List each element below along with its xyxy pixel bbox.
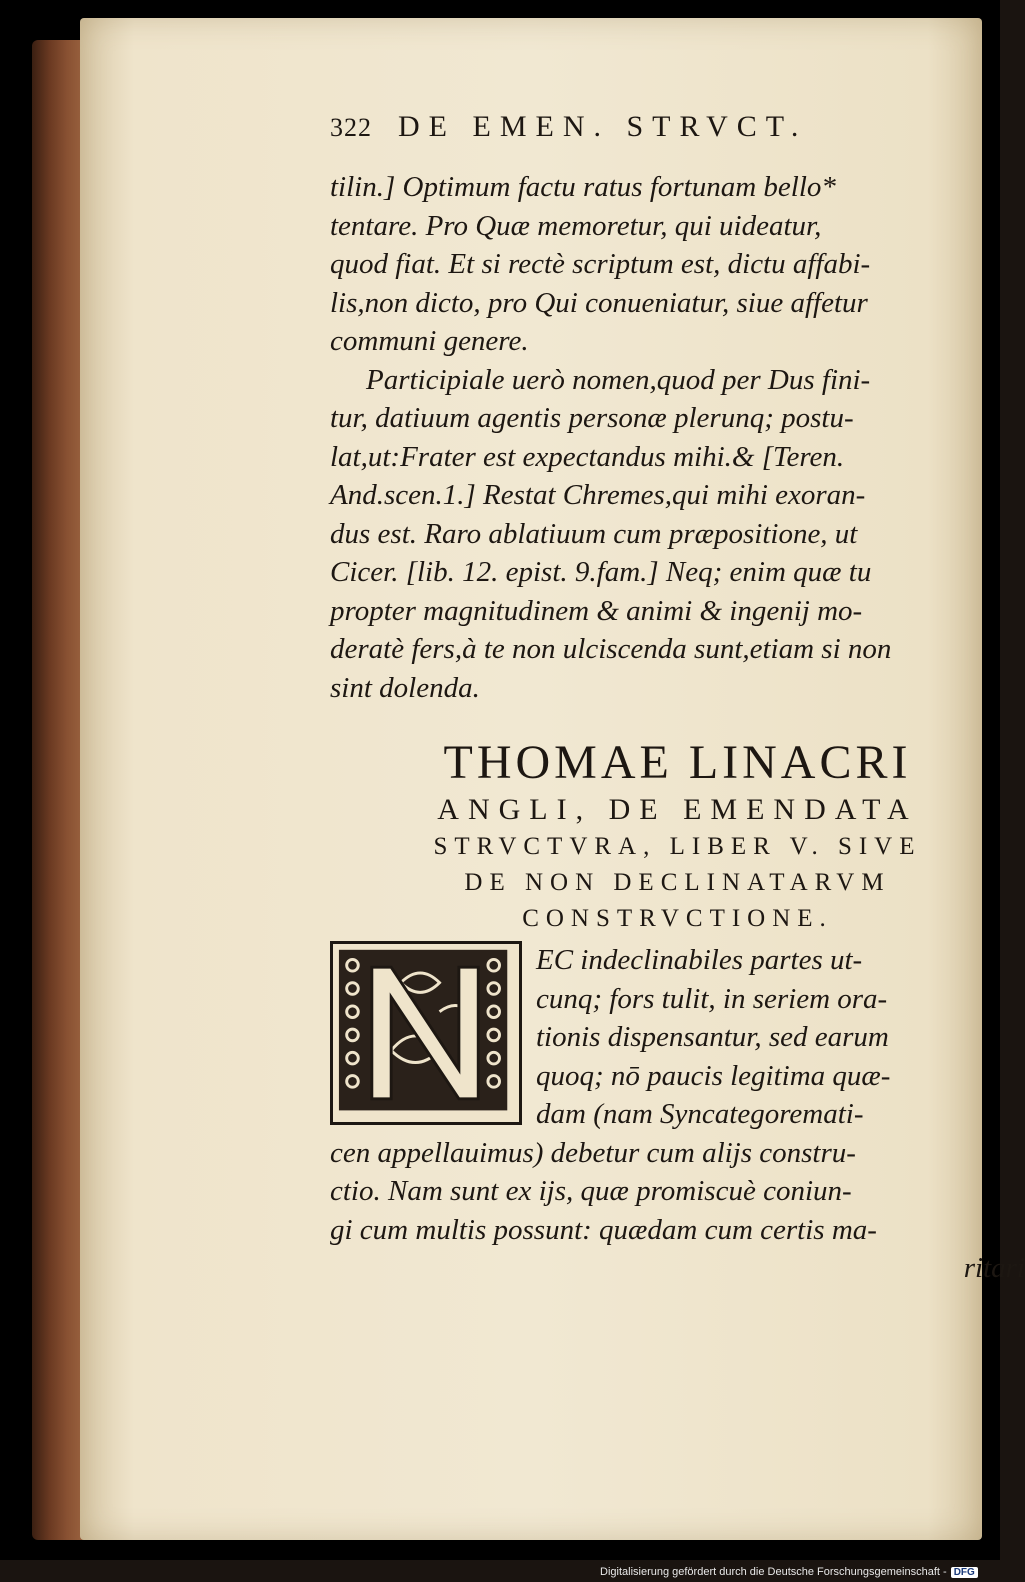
text-line: quod fiat. Et si rectè scriptum est, dictu affabi- — [330, 248, 871, 280]
dfg-logo: DFG — [951, 1567, 978, 1578]
text-line: Participiale uerò nomen,quod per Dus fini- — [366, 363, 871, 396]
decorated-initial-n — [330, 941, 522, 1125]
text-line: EC indeclinabiles partes ut- — [536, 944, 863, 976]
heading-line-1: THOMAE LINACRI — [443, 736, 912, 789]
paragraph-3-continued — [330, 1134, 1025, 1288]
running-head — [330, 110, 1025, 168]
running-title: DE EMEN. STRVCT. — [398, 110, 808, 143]
text-line: cen appellauimus) debetur cum alijs constru- — [330, 1136, 856, 1169]
paragraph-2 — [330, 361, 1025, 708]
heading-line-2: ANGLI, DE EMENDATA — [437, 793, 918, 826]
text-line: communi genere. — [330, 325, 529, 357]
text-line: tionis dispensantur, sed earum — [536, 1021, 889, 1053]
page-text-block — [330, 110, 1025, 1288]
text-line: lis,non dicto, pro Qui conueniatur, siue affetur — [330, 286, 868, 319]
book-page — [80, 18, 1025, 1540]
text-line: quoq; nō paucis legitima quæ- — [536, 1059, 891, 1092]
initial-adjacent-lines — [536, 941, 1025, 1134]
page-number: 322 — [330, 113, 372, 142]
heading-line-5: CONSTRVCTIONE. — [522, 905, 833, 932]
text-line: deratè fers,à te non ulciscenda sunt,etiam si non — [330, 633, 892, 665]
book-heading — [330, 735, 1025, 937]
text-line: tur, datiuum agentis personæ plerunq; postu- — [330, 402, 854, 434]
text-line: sint dolenda. — [330, 671, 480, 704]
text-line: tilin.] Optimum factu ratus fortunam bello* — [330, 171, 836, 203]
text-line: And.scen.1.] Restat Chremes,qui mihi exoran- — [330, 479, 866, 511]
catchword: ritari — [963, 1252, 1025, 1284]
text-line: dam (nam Syncategoremati- — [536, 1098, 864, 1130]
text-line: ctio. Nam sunt ex ijs, quæ promiscuè coniun- — [330, 1175, 852, 1207]
text-line: lat,ut:Frater est expectandus mihi.& [Teren. — [330, 440, 845, 473]
text-line: propter magnitudinem & animi & ingenij mo- — [330, 594, 863, 627]
digitization-footer — [600, 1563, 978, 1581]
text-line: Cicer. [lib. 12. epist. 9.fam.] Neq; enim quæ tu — [330, 556, 872, 588]
text-line: tentare. Pro Quæ memoretur, qui uideatur, — [330, 209, 822, 242]
initial-paragraph — [330, 941, 1025, 1134]
ornament-icon — [333, 944, 519, 1122]
text-line: dus est. Raro ablatiuum cum præpositione, ut — [330, 517, 858, 550]
heading-line-3: STRVCTVRA, LIBER V. SIVE — [433, 833, 922, 860]
text-line: gi cum multis possunt: quædam cum certis ma- — [330, 1213, 877, 1246]
paragraph-1 — [330, 168, 1025, 361]
footer-text: Digitalisierung gefördert durch die Deutsche Forschungsgemeinschaft - — [600, 1566, 947, 1578]
heading-line-4: DE NON DECLINATARVM — [464, 869, 891, 896]
text-line: cunq; fors tulit, in seriem ora- — [536, 982, 888, 1015]
